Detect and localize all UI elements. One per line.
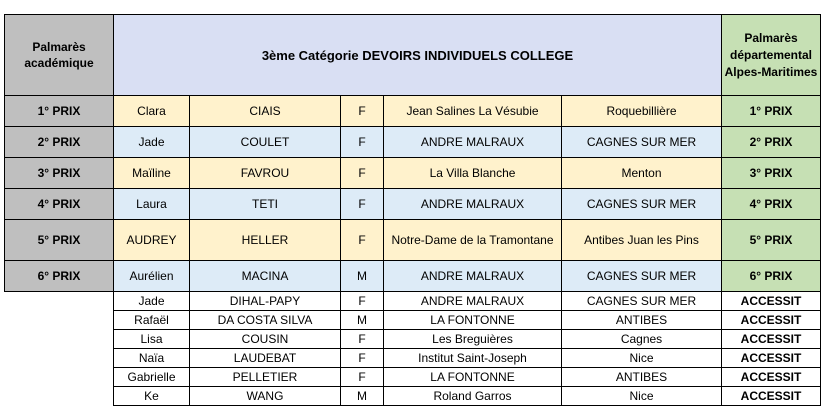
sex-cell: F bbox=[341, 292, 384, 311]
city-cell: CAGNES SUR MER bbox=[562, 261, 722, 292]
sex-cell: F bbox=[341, 127, 384, 158]
city-cell: CAGNES SUR MER bbox=[562, 189, 722, 220]
city-cell: ANTIBES bbox=[562, 368, 722, 387]
first-name-cell: Naïa bbox=[114, 349, 190, 368]
empty-cell bbox=[5, 387, 114, 406]
last-name-cell: PELLETIER bbox=[190, 368, 341, 387]
dept-rank-cell: 2° PRIX bbox=[722, 127, 821, 158]
first-name-cell: Aurélien bbox=[114, 261, 190, 292]
dept-rank-cell: ACCESSIT bbox=[722, 311, 821, 330]
accessit-row bbox=[5, 387, 821, 406]
school-cell: ANDRE MALRAUX bbox=[384, 127, 562, 158]
first-name-cell: AUDREY bbox=[114, 220, 190, 261]
first-name-cell: Rafaël bbox=[114, 311, 190, 330]
first-name-cell: Ke bbox=[114, 387, 190, 406]
school-cell: ANDRE MALRAUX bbox=[384, 189, 562, 220]
city-cell: ANTIBES bbox=[562, 311, 722, 330]
sex-cell: M bbox=[341, 261, 384, 292]
first-name-cell: Laura bbox=[114, 189, 190, 220]
last-name-cell: TETI bbox=[190, 189, 341, 220]
first-name-cell: Jade bbox=[114, 292, 190, 311]
rank-cell: 4° PRIX bbox=[5, 189, 114, 220]
dept-rank-cell: 1° PRIX bbox=[722, 96, 821, 127]
accessit-row bbox=[5, 330, 821, 349]
school-cell: Roland Garros bbox=[384, 387, 562, 406]
school-cell: LA FONTONNE bbox=[384, 311, 562, 330]
dept-rank-cell: ACCESSIT bbox=[722, 330, 821, 349]
empty-cell bbox=[5, 349, 114, 368]
first-name-cell: Maïline bbox=[114, 158, 190, 189]
school-cell: Jean Salines La Vésubie bbox=[384, 96, 562, 127]
dept-rank-cell: 4° PRIX bbox=[722, 189, 821, 220]
city-cell: Nice bbox=[562, 349, 722, 368]
sex-cell: F bbox=[341, 349, 384, 368]
accessit-row bbox=[5, 292, 821, 311]
header-academic: Palmarès académique bbox=[5, 15, 114, 96]
rank-cell: 1° PRIX bbox=[5, 96, 114, 127]
sex-cell: F bbox=[341, 158, 384, 189]
city-cell: CAGNES SUR MER bbox=[562, 292, 722, 311]
city-cell: Cagnes bbox=[562, 330, 722, 349]
rank-cell: 5° PRIX bbox=[5, 220, 114, 261]
prize-row bbox=[5, 158, 821, 189]
school-cell: La Villa Blanche bbox=[384, 158, 562, 189]
dept-rank-cell: ACCESSIT bbox=[722, 292, 821, 311]
city-cell: Antibes Juan les Pins bbox=[562, 220, 722, 261]
header-row bbox=[5, 15, 821, 96]
prize-row bbox=[5, 261, 821, 292]
page-title: 3ème Catégorie DEVOIRS INDIVIDUELS COLLEGE bbox=[114, 15, 722, 96]
school-cell: Institut Saint-Joseph bbox=[384, 349, 562, 368]
accessit-row bbox=[5, 311, 821, 330]
sex-cell: F bbox=[341, 330, 384, 349]
empty-cell bbox=[5, 368, 114, 387]
accessit-row bbox=[5, 368, 821, 387]
prize-row bbox=[5, 220, 821, 261]
sex-cell: M bbox=[341, 387, 384, 406]
school-cell: ANDRE MALRAUX bbox=[384, 261, 562, 292]
first-name-cell: Gabrielle bbox=[114, 368, 190, 387]
city-cell: Menton bbox=[562, 158, 722, 189]
rank-cell: 2° PRIX bbox=[5, 127, 114, 158]
last-name-cell: COULET bbox=[190, 127, 341, 158]
last-name-cell: FAVROU bbox=[190, 158, 341, 189]
sex-cell: F bbox=[341, 96, 384, 127]
prize-row bbox=[5, 96, 821, 127]
last-name-cell: DA COSTA SILVA bbox=[190, 311, 341, 330]
school-cell: Les Breguières bbox=[384, 330, 562, 349]
sex-cell: F bbox=[341, 220, 384, 261]
results-table bbox=[4, 14, 821, 406]
school-cell: Notre-Dame de la Tramontane bbox=[384, 220, 562, 261]
school-cell: LA FONTONNE bbox=[384, 368, 562, 387]
last-name-cell: LAUDEBAT bbox=[190, 349, 341, 368]
dept-rank-cell: ACCESSIT bbox=[722, 387, 821, 406]
header-departmental: Palmarès départemental Alpes-Maritimes bbox=[722, 15, 821, 96]
first-name-cell: Jade bbox=[114, 127, 190, 158]
rank-cell: 3° PRIX bbox=[5, 158, 114, 189]
first-name-cell: Clara bbox=[114, 96, 190, 127]
city-cell: Roquebillière bbox=[562, 96, 722, 127]
empty-cell bbox=[5, 292, 114, 311]
prize-row bbox=[5, 189, 821, 220]
last-name-cell: COUSIN bbox=[190, 330, 341, 349]
dept-rank-cell: ACCESSIT bbox=[722, 368, 821, 387]
last-name-cell: DIHAL-PAPY bbox=[190, 292, 341, 311]
school-cell: ANDRE MALRAUX bbox=[384, 292, 562, 311]
last-name-cell: CIAIS bbox=[190, 96, 341, 127]
last-name-cell: WANG bbox=[190, 387, 341, 406]
sex-cell: M bbox=[341, 311, 384, 330]
city-cell: Nice bbox=[562, 387, 722, 406]
last-name-cell: HELLER bbox=[190, 220, 341, 261]
empty-cell bbox=[5, 330, 114, 349]
sex-cell: F bbox=[341, 189, 384, 220]
accessit-row bbox=[5, 349, 821, 368]
last-name-cell: MACINA bbox=[190, 261, 341, 292]
dept-rank-cell: 5° PRIX bbox=[722, 220, 821, 261]
sex-cell: F bbox=[341, 368, 384, 387]
dept-rank-cell: 6° PRIX bbox=[722, 261, 821, 292]
empty-cell bbox=[5, 311, 114, 330]
rank-cell: 6° PRIX bbox=[5, 261, 114, 292]
first-name-cell: Lisa bbox=[114, 330, 190, 349]
dept-rank-cell: 3° PRIX bbox=[722, 158, 821, 189]
results-table-container bbox=[4, 14, 821, 406]
city-cell: CAGNES SUR MER bbox=[562, 127, 722, 158]
dept-rank-cell: ACCESSIT bbox=[722, 349, 821, 368]
prize-row bbox=[5, 127, 821, 158]
